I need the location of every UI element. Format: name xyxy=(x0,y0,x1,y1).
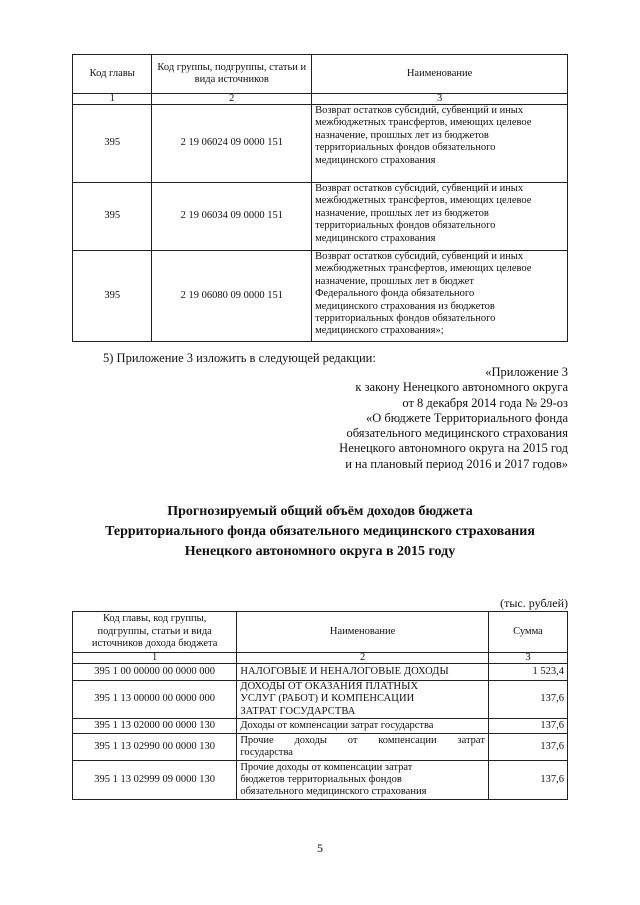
description-line: ДОХОДЫ ОТ ОКАЗАНИЯ ПЛАТНЫХ xyxy=(240,681,419,692)
title-line: Территориального фонда обязательного медицинского страхования xyxy=(105,524,535,539)
page-number: 5 xyxy=(317,841,323,855)
revenue-code: 395 1 13 00000 00 0000 000 xyxy=(73,681,237,719)
description-line: медицинского страхования из бюджетов xyxy=(315,300,495,312)
description-line: Доходы от компенсации затрат государства xyxy=(240,720,434,732)
description-line: Возврат остатков субсидий, субвенций и иных xyxy=(315,105,524,116)
annex-reference xyxy=(339,365,568,472)
revenue-code: 2 19 06034 09 0000 151 xyxy=(152,183,312,251)
description-line: государства xyxy=(240,747,293,759)
header-sum: Сумма xyxy=(488,612,567,653)
column-number: 3 xyxy=(312,94,568,105)
title-line: Прогнозируемый общий объём доходов бюджета xyxy=(167,504,473,519)
annex-line: «О бюджете Территориального фонда xyxy=(365,410,568,425)
description-line: Прочие доходы от компенсации затрат xyxy=(240,734,485,746)
annex-line: обязательного медицинского страхования xyxy=(346,426,568,441)
description-line: территориальных фондов обязательного xyxy=(315,313,496,325)
annex-line: к закону Ненецкого автономного округа xyxy=(355,380,568,395)
amendment-item: 5) Приложение 3 изложить в следующей редакции: xyxy=(103,351,376,365)
chapter-code: 395 xyxy=(73,105,152,183)
column-number: 2 xyxy=(237,653,489,664)
annex-line: «Приложение 3 xyxy=(485,365,568,379)
description-line: УСЛУГ (РАБОТ) И КОМПЕНСАЦИИ xyxy=(240,693,415,705)
description-line: межбюджетных трансфертов, имеющих целевое xyxy=(315,117,532,129)
header-code xyxy=(73,612,237,653)
column-number: 2 xyxy=(152,94,312,105)
column-number: 1 xyxy=(73,653,237,664)
annex-line: и на плановый период 2016 и 2017 годов» xyxy=(345,456,568,471)
revenue-code: 2 19 06024 09 0000 151 xyxy=(152,105,312,183)
revenue-table xyxy=(72,611,568,800)
header-chapter-code: Код главы xyxy=(73,55,152,94)
row-description xyxy=(312,105,568,183)
table-row xyxy=(73,719,568,734)
units-label: (тыс. рублей) xyxy=(500,596,568,610)
description-line: Прочие доходы от компенсации затрат xyxy=(240,761,413,773)
table-row xyxy=(73,105,568,183)
description-line: межбюджетных трансфертов, имеющих целевое xyxy=(315,263,532,275)
row-description xyxy=(312,183,568,251)
row-description xyxy=(237,681,489,719)
header-name: Наименование xyxy=(312,55,568,94)
description-line: НАЛОГОВЫЕ И НЕНАЛОГОВЫЕ ДОХОДЫ xyxy=(240,665,449,677)
description-line: назначение, прошлых лет из бюджетов xyxy=(315,207,489,219)
chapter-code: 395 xyxy=(73,251,152,342)
row-description xyxy=(237,664,489,681)
document-title xyxy=(72,502,568,562)
description-line: территориальных фондов обязательного xyxy=(315,220,496,232)
revenue-code: 2 19 06080 09 0000 151 xyxy=(152,251,312,342)
annex-line: Ненецкого автономного округа на 2015 год xyxy=(339,441,568,456)
description-line: Федерального фонда обязательного xyxy=(315,288,475,300)
table-row xyxy=(73,664,568,681)
revenue-code: 395 1 13 02990 00 0000 130 xyxy=(73,734,237,761)
table-header-row xyxy=(73,612,568,653)
description-line: межбюджетных трансфертов, имеющих целевое xyxy=(315,195,532,207)
row-sum: 137,6 xyxy=(488,719,567,734)
row-description xyxy=(237,734,489,761)
table-row xyxy=(73,734,568,761)
revenue-code: 395 1 13 02000 00 0000 130 xyxy=(73,719,237,734)
revenue-code: 395 1 00 00000 00 0000 000 xyxy=(73,664,237,681)
table-row xyxy=(73,681,568,719)
description-line: медицинского страхования xyxy=(315,232,436,244)
header-line: источников дохода бюджета xyxy=(91,638,218,650)
row-description xyxy=(237,761,489,800)
header-group-code: Код группы, подгруппы, статьи и вида источников xyxy=(152,55,312,94)
title-line: Ненецкого автономного округа в 2015 году xyxy=(184,544,456,559)
description-line: назначение, прошлых лет в бюджет xyxy=(315,275,474,287)
description-line: территориальных фондов обязательного xyxy=(315,142,496,154)
row-description xyxy=(237,719,489,734)
table-row xyxy=(73,251,568,342)
column-number: 1 xyxy=(73,94,152,105)
description-line: назначение, прошлых лет из бюджетов xyxy=(315,129,489,141)
description-line: Возврат остатков субсидий, субвенций и иных xyxy=(315,251,524,262)
description-line: бюджетов территориальных фондов xyxy=(240,774,402,786)
table-header-row xyxy=(73,55,568,94)
row-description xyxy=(312,251,568,342)
description-line: обязательного медицинского страхования xyxy=(240,786,427,798)
description-line: ЗАТРАТ ГОСУДАРСТВА xyxy=(240,705,356,717)
revenue-code: 395 1 13 02999 09 0000 130 xyxy=(73,761,237,800)
description-line: медицинского страхования xyxy=(315,154,436,166)
table-row xyxy=(73,183,568,251)
chapter-code: 395 xyxy=(73,183,152,251)
row-sum: 1 523,4 xyxy=(488,664,567,681)
annex-line: от 8 декабря 2014 года № 29-оз xyxy=(402,395,568,410)
table-row xyxy=(73,761,568,800)
returns-table xyxy=(72,54,568,342)
description-line: медицинского страхования»; xyxy=(315,325,444,337)
header-line: Код главы, код группы, xyxy=(102,613,207,625)
description-line: Возврат остатков субсидий, субвенций и иных xyxy=(315,183,524,194)
row-sum: 137,6 xyxy=(488,761,567,800)
row-sum: 137,6 xyxy=(488,734,567,761)
header-line: подгруппы, статьи и вида xyxy=(97,625,212,637)
column-number-row xyxy=(73,653,568,664)
header-name: Наименование xyxy=(237,612,489,653)
column-number: 3 xyxy=(488,653,567,664)
column-number-row xyxy=(73,94,568,105)
row-sum: 137,6 xyxy=(488,681,567,719)
